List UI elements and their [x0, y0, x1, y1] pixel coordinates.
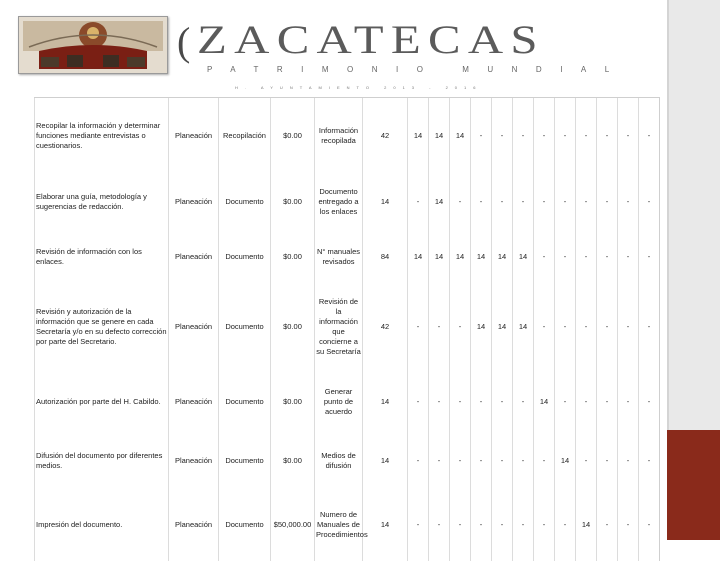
area-cell: Planeación: [169, 231, 219, 283]
schedule-cell: -: [513, 372, 534, 433]
schedule-cell: -: [597, 98, 618, 174]
schedule-cell: 14: [513, 231, 534, 283]
activity-schedule-table: [34, 97, 660, 561]
schedule-cell: -: [555, 98, 576, 174]
schedule-cell: 14: [429, 231, 450, 283]
schedule-cell: -: [429, 490, 450, 561]
schedule-cell: -: [639, 231, 660, 283]
schedule-cell: -: [450, 490, 471, 561]
schedule-cell: 14: [471, 283, 492, 372]
cost-cell: $0.00: [271, 174, 315, 231]
schedule-cell: -: [408, 433, 429, 490]
activity-cell: Impresión del documento.: [35, 490, 169, 561]
product-cell: Medios de difusión: [315, 433, 363, 490]
schedule-cell: -: [408, 174, 429, 231]
schedule-cell: -: [450, 174, 471, 231]
schedule-cell: 14: [450, 231, 471, 283]
schedule-cell: -: [639, 174, 660, 231]
schedule-cell: -: [492, 174, 513, 231]
schedule-cell: -: [555, 490, 576, 561]
schedule-cell: -: [492, 98, 513, 174]
schedule-cell: -: [618, 231, 639, 283]
schedule-cell: 14: [429, 174, 450, 231]
schedule-cell: -: [492, 372, 513, 433]
schedule-cell: -: [534, 231, 555, 283]
schedule-cell: 14: [471, 231, 492, 283]
activity-cell: Recopilar la información y determinar funciones mediante entrevistas o cuestionarios.: [35, 98, 169, 174]
type-cell: Documento: [219, 174, 271, 231]
cost-cell: $50,000.00: [271, 490, 315, 561]
activity-cell: Elaborar una guía, metodología y sugerencias de redacción.: [35, 174, 169, 231]
product-cell: Numero de Manuales de Procedimientos: [315, 490, 363, 561]
schedule-cell: -: [513, 433, 534, 490]
schedule-cell: -: [429, 433, 450, 490]
schedule-cell: -: [597, 231, 618, 283]
cost-cell: $0.00: [271, 98, 315, 174]
table-row: [35, 231, 660, 283]
product-cell: Revisión de la información que concierne a su Secretaría: [315, 283, 363, 372]
schedule-cell: -: [492, 490, 513, 561]
schedule-cell: -: [618, 372, 639, 433]
type-cell: Documento: [219, 231, 271, 283]
schedule-cell: -: [429, 283, 450, 372]
schedule-cell: -: [513, 98, 534, 174]
schedule-cell: -: [408, 283, 429, 372]
schedule-cell: -: [618, 283, 639, 372]
schedule-cell: -: [576, 231, 597, 283]
area-cell: Planeación: [169, 433, 219, 490]
schedule-cell: -: [639, 372, 660, 433]
activity-cell: Revisión de información con los enlaces.: [35, 231, 169, 283]
schedule-cell: -: [450, 372, 471, 433]
schedule-cell: -: [450, 433, 471, 490]
total-cell: 14: [363, 490, 408, 561]
schedule-cell: 14: [492, 283, 513, 372]
schedule-cell: -: [408, 490, 429, 561]
schedule-cell: -: [471, 490, 492, 561]
product-cell: Información recopilada: [315, 98, 363, 174]
schedule-cell: 14: [429, 98, 450, 174]
product-cell: Documento entregado a los enlaces: [315, 174, 363, 231]
brand-title: ZACATECAS: [197, 17, 545, 62]
area-cell: Planeación: [169, 98, 219, 174]
schedule-cell: 14: [492, 231, 513, 283]
schedule-cell: -: [471, 174, 492, 231]
schedule-cell: -: [450, 283, 471, 372]
total-cell: 42: [363, 98, 408, 174]
schedule-cell: 14: [555, 433, 576, 490]
schedule-cell: -: [471, 433, 492, 490]
activity-cell: Revisión y autorización de la información que se genere en cada Secretaría y/o en su defecto corrección por parte del Secretario.: [35, 283, 169, 372]
schedule-cell: -: [576, 433, 597, 490]
schedule-cell: -: [513, 490, 534, 561]
table-row: [35, 283, 660, 372]
area-cell: Planeación: [169, 490, 219, 561]
brand-paren: (: [177, 19, 191, 64]
right-side-accent-bar: [667, 430, 720, 540]
schedule-cell: -: [555, 283, 576, 372]
schedule-cell: -: [639, 98, 660, 174]
cost-cell: $0.00: [271, 283, 315, 372]
schedule-cell: -: [534, 433, 555, 490]
product-cell: N° manuales revisados: [315, 231, 363, 283]
schedule-cell: -: [639, 433, 660, 490]
schedule-cell: -: [576, 174, 597, 231]
schedule-cell: -: [513, 174, 534, 231]
schedule-cell: -: [534, 490, 555, 561]
schedule-cell: -: [576, 372, 597, 433]
area-cell: Planeación: [169, 174, 219, 231]
area-cell: Planeación: [169, 283, 219, 372]
brand-subtitle: PATRIMONIO MUNDIAL: [207, 65, 628, 74]
schedule-cell: -: [576, 283, 597, 372]
type-cell: Documento: [219, 490, 271, 561]
type-cell: Documento: [219, 433, 271, 490]
schedule-cell: -: [555, 231, 576, 283]
schedule-cell: -: [492, 433, 513, 490]
schedule-cell: 14: [534, 372, 555, 433]
activity-cell: Autorización por parte del H. Cabildo.: [35, 372, 169, 433]
schedule-cell: -: [639, 283, 660, 372]
schedule-cell: 14: [408, 231, 429, 283]
schedule-cell: -: [534, 283, 555, 372]
schedule-cell: 14: [576, 490, 597, 561]
schedule-cell: -: [597, 490, 618, 561]
type-cell: Recopilación: [219, 98, 271, 174]
schedule-cell: -: [555, 372, 576, 433]
activity-cell: Difusión del documento por diferentes medios.: [35, 433, 169, 490]
schedule-cell: -: [618, 174, 639, 231]
schedule-cell: -: [576, 98, 597, 174]
product-cell: Generar punto de acuerdo: [315, 372, 363, 433]
schedule-cell: 14: [513, 283, 534, 372]
cost-cell: $0.00: [271, 372, 315, 433]
schedule-cell: -: [429, 372, 450, 433]
schedule-cell: -: [408, 372, 429, 433]
schedule-cell: -: [639, 490, 660, 561]
cost-cell: $0.00: [271, 231, 315, 283]
brand-tagline: H. AYUNTAMIENTO 2013 - 2016: [235, 85, 483, 90]
schedule-cell: -: [534, 174, 555, 231]
table-row: [35, 98, 660, 174]
cost-cell: $0.00: [271, 433, 315, 490]
table-row: [35, 372, 660, 433]
schedule-cell: -: [618, 433, 639, 490]
schedule-cell: -: [597, 372, 618, 433]
schedule-cell: -: [534, 98, 555, 174]
schedule-cell: -: [555, 174, 576, 231]
schedule-cell: -: [618, 490, 639, 561]
type-cell: Documento: [219, 372, 271, 433]
total-cell: 14: [363, 174, 408, 231]
schedule-cell: 14: [408, 98, 429, 174]
table-row: [35, 433, 660, 490]
total-cell: 84: [363, 231, 408, 283]
schedule-cell: -: [597, 283, 618, 372]
municipal-logo: [18, 16, 168, 74]
total-cell: 14: [363, 372, 408, 433]
schedule-cell: -: [618, 98, 639, 174]
table-row: [35, 490, 660, 561]
schedule-cell: -: [471, 98, 492, 174]
total-cell: 14: [363, 433, 408, 490]
total-cell: 42: [363, 283, 408, 372]
type-cell: Documento: [219, 283, 271, 372]
zacatecas-brand: [177, 17, 628, 90]
schedule-cell: 14: [450, 98, 471, 174]
schedule-cell: -: [471, 372, 492, 433]
table-row: [35, 174, 660, 231]
schedule-cell: -: [597, 433, 618, 490]
area-cell: Planeación: [169, 372, 219, 433]
schedule-cell: -: [597, 174, 618, 231]
